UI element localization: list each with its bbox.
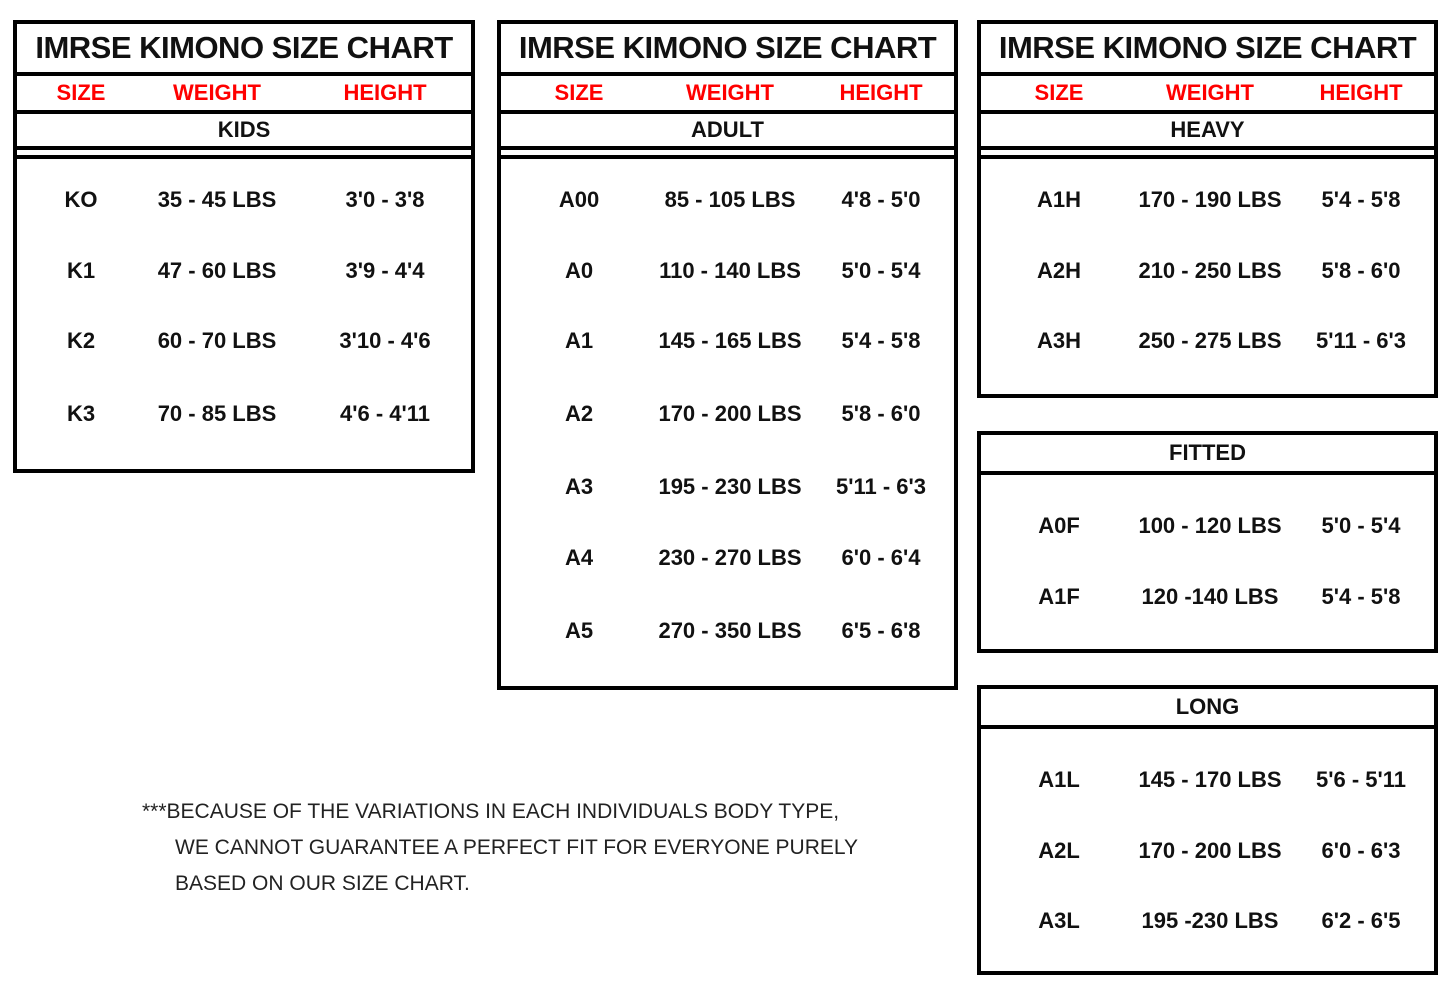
size-cell: A5 <box>564 618 594 643</box>
table-row <box>981 185 1434 215</box>
height-cell: 6'0 - 6'3 <box>1321 838 1401 863</box>
size-cell: A0 <box>564 258 594 283</box>
size-cell: A2L <box>1038 838 1080 863</box>
size-cell: A1 <box>564 328 594 353</box>
size-cell: A4 <box>564 545 594 570</box>
column-header-weight: WEIGHT <box>173 80 261 105</box>
table-row <box>981 256 1434 286</box>
table-row <box>501 616 954 646</box>
table-row <box>981 326 1434 356</box>
size-chart-kids <box>13 20 475 473</box>
weight-cell: 230 - 270 LBS <box>658 545 802 570</box>
weight-cell: 145 - 165 LBS <box>658 328 802 353</box>
section-label-fitted: FITTED <box>981 435 1434 475</box>
column-header-height: HEIGHT <box>343 80 427 105</box>
height-cell: 5'8 - 6'0 <box>841 401 921 426</box>
section-label-heavy: HEAVY <box>981 114 1434 150</box>
size-cell: A3L <box>1038 908 1080 933</box>
height-cell: 4'6 - 4'11 <box>340 401 430 426</box>
disclaimer-line-2: WE CANNOT GUARANTEE A PERFECT FIT FOR EVERYONE PURELY <box>175 836 859 859</box>
weight-cell: 195 - 230 LBS <box>658 474 802 499</box>
size-cell: K1 <box>66 258 96 283</box>
height-cell: 6'0 - 6'4 <box>841 545 921 570</box>
size-cell: A3 <box>564 474 594 499</box>
column-header-size: SIZE <box>56 80 106 105</box>
section-label-adult: ADULT <box>501 114 954 150</box>
size-cell: A1H <box>1036 187 1082 212</box>
height-cell: 5'6 - 5'11 <box>1316 767 1406 792</box>
size-cell: A1F <box>1038 584 1080 609</box>
weight-cell: 170 - 190 LBS <box>1138 187 1282 212</box>
chart-title: IMRSE KIMONO SIZE CHART <box>501 24 954 76</box>
chart-title: IMRSE KIMONO SIZE CHART <box>981 24 1434 76</box>
weight-cell: 35 - 45 LBS <box>157 187 277 212</box>
height-cell: 5'11 - 6'3 <box>836 474 926 499</box>
weight-cell: 70 - 85 LBS <box>157 401 277 426</box>
table-row <box>501 256 954 286</box>
height-cell: 4'8 - 5'0 <box>841 187 921 212</box>
table-row <box>501 399 954 429</box>
height-cell: 5'11 - 6'3 <box>1316 328 1406 353</box>
height-cell: 5'4 - 5'8 <box>841 328 921 353</box>
weight-cell: 250 - 275 LBS <box>1138 328 1282 353</box>
size-cell: A3H <box>1036 328 1082 353</box>
disclaimer-line-1: ***BECAUSE OF THE VARIATIONS IN EACH INDIVIDUALS BODY TYPE, <box>142 800 840 823</box>
size-cell: K3 <box>66 401 96 426</box>
disclaimer-line-3: BASED ON OUR SIZE CHART. <box>175 872 470 895</box>
table-row <box>981 765 1434 795</box>
section-label-kids: KIDS <box>17 114 471 150</box>
section-label-long: LONG <box>981 689 1434 729</box>
column-header-row <box>17 76 471 114</box>
chart-title: IMRSE KIMONO SIZE CHART <box>17 24 471 76</box>
height-cell: 3'0 - 3'8 <box>345 187 425 212</box>
table-row <box>981 511 1434 541</box>
height-cell: 5'4 - 5'8 <box>1321 584 1401 609</box>
column-header-height: HEIGHT <box>839 80 923 105</box>
height-cell: 5'4 - 5'8 <box>1321 187 1401 212</box>
table-row <box>981 906 1434 936</box>
size-cell: K2 <box>66 328 96 353</box>
column-header-row <box>501 76 954 114</box>
weight-cell: 110 - 140 LBS <box>659 258 801 283</box>
size-chart-adult <box>497 20 958 690</box>
table-row <box>981 836 1434 866</box>
weight-cell: 145 - 170 LBS <box>1138 767 1282 792</box>
size-cell: A0F <box>1038 513 1080 538</box>
column-header-height: HEIGHT <box>1319 80 1403 105</box>
size-cell: A2H <box>1036 258 1082 283</box>
height-cell: 3'10 - 4'6 <box>339 328 431 353</box>
table-row <box>501 543 954 573</box>
height-cell: 5'0 - 5'4 <box>1321 513 1401 538</box>
height-cell: 3'9 - 4'4 <box>345 258 425 283</box>
weight-cell: 270 - 350 LBS <box>658 618 802 643</box>
table-row <box>501 185 954 215</box>
weight-cell: 170 - 200 LBS <box>658 401 802 426</box>
weight-cell: 210 - 250 LBS <box>1138 258 1282 283</box>
weight-cell: 60 - 70 LBS <box>157 328 277 353</box>
weight-cell: 100 - 120 LBS <box>1138 513 1282 538</box>
divider <box>17 150 471 159</box>
height-cell: 6'5 - 6'8 <box>841 618 921 643</box>
divider <box>981 150 1434 159</box>
height-cell: 6'2 - 6'5 <box>1321 908 1401 933</box>
size-cell: KO <box>64 187 98 212</box>
table-row <box>17 256 471 286</box>
table-row <box>17 399 471 429</box>
size-cell: A1L <box>1038 767 1080 792</box>
weight-cell: 120 -140 LBS <box>1141 584 1279 609</box>
table-row <box>981 582 1434 612</box>
divider <box>501 150 954 159</box>
column-header-weight: WEIGHT <box>1166 80 1254 105</box>
disclaimer-note <box>142 794 858 902</box>
weight-cell: 195 -230 LBS <box>1141 908 1279 933</box>
table-row <box>17 185 471 215</box>
table-row <box>501 326 954 356</box>
column-header-size: SIZE <box>1034 80 1084 105</box>
size-cell: A2 <box>564 401 594 426</box>
weight-cell: 47 - 60 LBS <box>157 258 277 283</box>
height-cell: 5'0 - 5'4 <box>841 258 921 283</box>
size-chart-long <box>977 685 1438 975</box>
column-header-row <box>981 76 1434 114</box>
height-cell: 5'8 - 6'0 <box>1321 258 1401 283</box>
column-header-size: SIZE <box>554 80 604 105</box>
table-row <box>17 326 471 356</box>
size-cell: A00 <box>558 187 600 212</box>
column-header-weight: WEIGHT <box>686 80 774 105</box>
size-chart-fitted <box>977 431 1438 653</box>
size-chart-heavy <box>977 20 1438 398</box>
table-row <box>501 472 954 502</box>
weight-cell: 170 - 200 LBS <box>1138 838 1282 863</box>
weight-cell: 85 - 105 LBS <box>664 187 796 212</box>
